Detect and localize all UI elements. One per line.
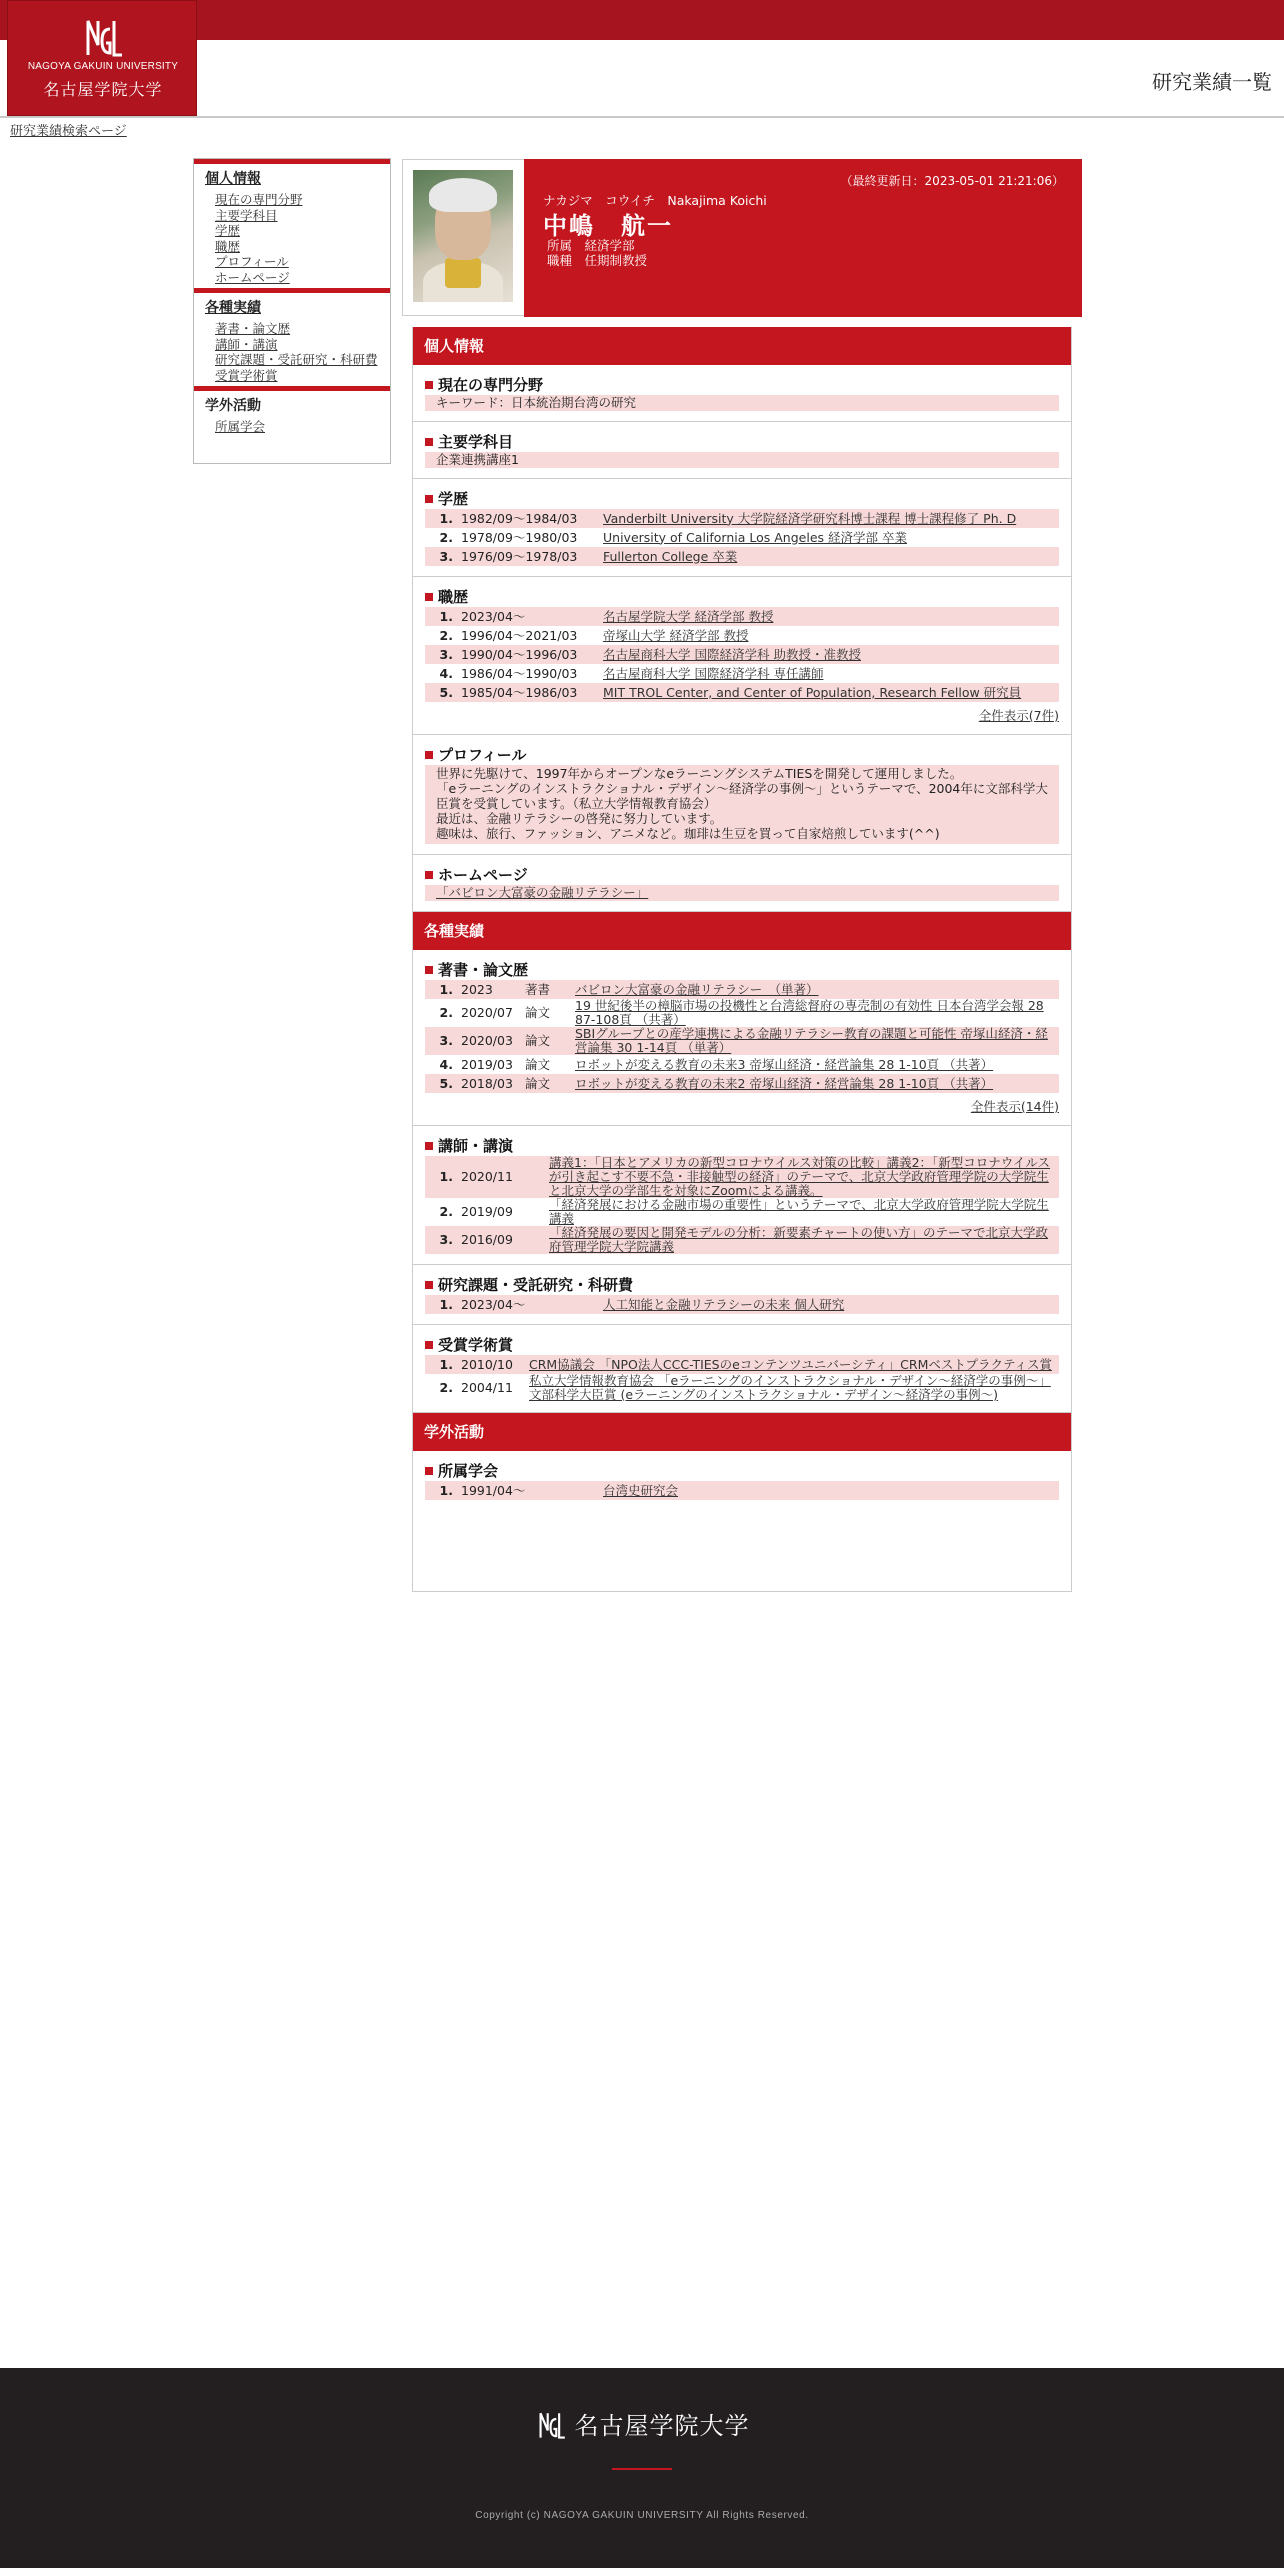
row-number: 3. [425, 547, 457, 566]
row-text-cell [525, 1355, 1059, 1374]
row-number: 2. [439, 1204, 453, 1219]
row-text-cell [599, 683, 1059, 702]
copyright: Copyright (c) NAGOYA GAKUIN UNIVERSITY All Rights Reserved. [475, 2510, 809, 2521]
research-block [413, 1265, 1071, 1325]
homepage-block [413, 855, 1071, 912]
row-link[interactable]: 台湾史研究会 [603, 1482, 679, 1498]
profile-line: 「eラーニングのインストラクショナル・デザイン～経済学の事例～」というテーマで、2004年に文部科学大臣賞を受賞しています。（私立大学情報教育協会） [436, 781, 1048, 811]
societies-table [425, 1481, 1059, 1500]
row-date: 2018/03 [457, 1074, 521, 1093]
row-text-cell [599, 607, 1059, 626]
row-number: 2. [439, 627, 453, 643]
lectures-title: 講師・講演 [425, 1136, 1059, 1156]
row-link[interactable]: 「経済発展の要因と開発モデルの分析：新要素チャートの使い方」のテーマで北京大学政府管理学院大学院講義 [549, 1225, 1049, 1254]
row-number: 3. [425, 645, 457, 664]
papers-table [425, 980, 1059, 1093]
profile-header [524, 159, 1082, 317]
row-type: 論文 [521, 1027, 571, 1055]
researcher-name: 中嶋 航一 [543, 212, 673, 240]
row-date: 2023 [457, 980, 521, 999]
row-link[interactable]: 19 世紀後半の樟脳市場の投機性と台湾総督府の専売制の有効性 日本台湾学会報 28 87-108頁 （共著） [575, 998, 1044, 1027]
row-text-cell [599, 1295, 1059, 1314]
education-title: 学歴 [425, 489, 1059, 509]
row-link[interactable]: 「経済発展における金融市場の重要性」というテーマで、北京大学政府管理学院大学院生講義 [549, 1197, 1049, 1226]
papers-show-all-link[interactable]: 全件表示(14件) [970, 1099, 1059, 1114]
row-number: 5. [425, 683, 457, 702]
table-row [425, 1055, 1059, 1074]
row-date: 1982/09～1984/03 [457, 509, 599, 528]
university-logo[interactable] [7, 0, 197, 116]
table-row [425, 607, 1059, 626]
search-page-link[interactable]: 研究業績検索ページ [10, 124, 127, 139]
homepage-link[interactable]: 「バビロン大富豪の金融リテラシー」 [436, 885, 649, 900]
row-number: 4. [439, 665, 453, 681]
row-type: 論文 [525, 1005, 551, 1020]
row-link[interactable]: 名古屋商科大学 国際経済学科 専任講師 [603, 665, 824, 681]
row-link[interactable]: 人工知能と金融リテラシーの未来 個人研究 [603, 1296, 845, 1312]
table-row [425, 1374, 1059, 1402]
row-date: 2010/10 [457, 1355, 525, 1374]
row-number: 2. [439, 1380, 453, 1395]
row-text-cell [571, 980, 1059, 999]
row-date: 1986/04～1990/03 [461, 665, 578, 681]
row-type: 論文 [525, 1056, 551, 1072]
row-number: 3. [425, 1226, 457, 1254]
row-number: 5. [425, 1074, 457, 1093]
row-text-cell [599, 509, 1059, 528]
table-row [425, 683, 1059, 702]
row-date: 2016/09 [457, 1226, 545, 1254]
row-number: 1. [425, 1355, 457, 1374]
table-row [425, 528, 1059, 547]
row-type: 著書 [521, 980, 571, 999]
row-number: 4. [439, 1056, 453, 1072]
sidebar-item[interactable]: 講師・講演 [215, 336, 278, 352]
table-row [425, 547, 1059, 566]
logo-japanese-name: 名古屋学院大学 [43, 80, 163, 99]
row-date: 2019/09 [461, 1204, 513, 1219]
row-text-cell [599, 645, 1059, 664]
specialty-title: 現在の専門分野 [425, 375, 1059, 395]
table-row [425, 1481, 1059, 1500]
row-link[interactable]: バビロン大富豪の金融リテラシー （単著） [575, 981, 819, 997]
header-divider [0, 116, 1284, 118]
section-bar-personal: 個人情報 [413, 327, 1071, 365]
profile-block [413, 735, 1071, 855]
sidebar-item[interactable]: 所属学会 [215, 419, 266, 434]
row-number: 1. [425, 509, 457, 528]
table-row [425, 999, 1059, 1027]
row-link[interactable]: University of California Los Angeles 経済学部 卒業 [603, 529, 907, 545]
sidebar-item[interactable]: 現在の専門分野 [215, 192, 303, 207]
career-table [425, 607, 1059, 702]
row-date: 1990/04～1996/03 [457, 645, 599, 664]
profile-line: 最近は、金融リテラシーの啓発に努力しています。 [436, 811, 723, 826]
row-link[interactable]: 名古屋学院大学 経済学部 教授 [603, 608, 774, 624]
row-text-cell [599, 626, 1059, 645]
row-number: 2. [439, 529, 453, 545]
sidebar-item[interactable]: 著書・論文歴 [215, 321, 291, 336]
row-date: 2020/11 [457, 1156, 545, 1198]
table-row [425, 664, 1059, 683]
row-link[interactable]: Vanderbilt University 大学院経済学研究科博士課程 博士課程修了 Ph. D [603, 510, 1017, 526]
lectures-table [425, 1156, 1059, 1254]
row-link[interactable]: CRM協議会 「NPO法人CCC-TIESのeコンテンツユニバーシティ」CRMベストプラクティス賞 [529, 1356, 1052, 1372]
row-text-cell [599, 547, 1059, 566]
row-date: 1978/09～1980/03 [461, 529, 578, 545]
profile-line: 世界に先駆けて、1997年からオープンなeラーニングシステムTIESを開発して運用しました。 [436, 766, 963, 781]
sidebar-item[interactable]: 主要学科目 [215, 207, 278, 223]
table-row [425, 1198, 1059, 1226]
last-updated: （最終更新日：2023-05-01 21:21:06） [840, 174, 1064, 188]
sidebar-heading: 学外活動 [205, 398, 261, 414]
row-text-cell [545, 1198, 1059, 1226]
awards-table [425, 1355, 1059, 1402]
row-link[interactable]: 私立大学情報教育協会 「eラーニングのインストラクショナル・デザイン～経済学の事例～」文部科学大臣賞 (eラーニングのインストラクショナル・デザイン～経済学の事例～) [529, 1373, 1051, 1402]
career-show-all-link[interactable]: 全件表示(7件) [978, 708, 1059, 723]
career-title: 職歴 [425, 587, 1059, 607]
row-link[interactable]: ロボットが変える教育の未来2 帝塚山経済・経営論集 28 1-10頁 （共著） [575, 1075, 994, 1091]
table-row [425, 1074, 1059, 1093]
affiliation: 所属 経済学部 [547, 238, 635, 253]
row-date: 2023/04～ [457, 1295, 599, 1314]
sidebar-item[interactable]: 職歴 [215, 238, 241, 254]
research-table [425, 1295, 1059, 1314]
profile-photo [413, 170, 513, 302]
row-date: 2019/03 [461, 1056, 513, 1072]
specialty-keywords: キーワード：日本統治期台湾の研究 [425, 395, 1059, 411]
table-row [425, 509, 1059, 528]
sidebar-section [194, 386, 390, 438]
section-bar-external: 学外活動 [413, 1413, 1071, 1451]
research-title: 研究課題・受託研究・科研費 [425, 1275, 1059, 1295]
ngu-logo-icon [535, 2409, 569, 2439]
profile-text [425, 765, 1059, 844]
row-text-cell [599, 664, 1059, 683]
lectures-block [413, 1126, 1071, 1265]
sidebar-section [194, 288, 390, 386]
row-text-cell [599, 528, 1059, 547]
career-block [413, 577, 1071, 735]
row-text-cell [599, 1481, 1059, 1500]
row-date: 1976/09～1978/03 [457, 547, 599, 566]
row-text-cell [571, 1027, 1059, 1055]
page-title: 研究業績一覧 [1152, 70, 1272, 94]
sidebar-heading[interactable]: 個人情報 [205, 171, 261, 187]
table-row [425, 980, 1059, 999]
row-date: 1996/04～2021/03 [461, 627, 578, 643]
table-row [425, 1027, 1059, 1055]
ngu-logo-icon [84, 15, 124, 57]
sidebar-heading[interactable]: 各種実績 [205, 300, 261, 316]
education-table [425, 509, 1059, 566]
education-block [413, 479, 1071, 577]
job-title: 職種 任期制教授 [547, 253, 648, 268]
subjects-title: 主要学科目 [425, 432, 1059, 452]
name-kana: ナカジマ コウイチ Nakajima Koichi [543, 193, 767, 208]
footer-logo-text: 名古屋学院大学 [574, 2412, 750, 2440]
footer [0, 2368, 1284, 2568]
row-link[interactable]: SBIグループとの産学連携による金融リテラシー教育の課題と可能性 帝塚山経済・経営論集 30 1-14頁 （単著） [575, 1026, 1048, 1055]
row-number: 2. [439, 1005, 453, 1020]
awards-title: 受賞学術賞 [425, 1335, 1059, 1355]
papers-title: 著書・論文歴 [425, 960, 1059, 980]
footer-divider [612, 2468, 672, 2470]
section-bar-achievements: 各種実績 [413, 912, 1071, 950]
row-link[interactable]: 講義1：「日本とアメリカの新型コロナウイルス対策の比較」講義2：「新型コロナウイルスが引き起こす不要不急・非接触型の経済」のテーマで、北京大学政府管理学院の大学院生と北京大学の学部生を対象にZoomによる講義。 [549, 1155, 1051, 1198]
row-link[interactable]: Fullerton College 卒業 [603, 548, 738, 564]
row-type: 論文 [521, 1074, 571, 1093]
table-row [425, 1355, 1059, 1374]
homepage-title: ホームページ [425, 865, 1059, 885]
sidebar-item[interactable]: 研究課題・受託研究・科研費 [215, 352, 378, 367]
sidebar-item[interactable]: 学歴 [215, 223, 241, 238]
row-link[interactable]: ロボットが変える教育の未来3 帝塚山経済・経営論集 28 1-10頁 （共著） [575, 1056, 994, 1072]
subjects-block [413, 422, 1071, 479]
row-date: 2020/07 [461, 1005, 513, 1020]
societies-block [413, 1451, 1071, 1510]
logo-english-name: NAGOYA GAKUIN UNIVERSITY [27, 61, 179, 72]
table-row [425, 626, 1059, 645]
row-number: 1. [425, 980, 457, 999]
row-link[interactable]: 名古屋商科大学 国際経済学科 助教授・准教授 [603, 646, 861, 662]
profile-line: 趣味は、旅行、ファッション、アニメなど。珈琲は生豆を買って自家焙煎しています(^^) [436, 826, 940, 841]
specialty-block [413, 365, 1071, 422]
main-content [412, 327, 1072, 1592]
sidebar-item[interactable]: 受賞学術賞 [215, 367, 278, 383]
awards-block [413, 1325, 1071, 1413]
papers-block [413, 950, 1071, 1126]
row-text-cell [545, 1156, 1059, 1198]
row-text-cell [545, 1226, 1059, 1254]
profile-card [402, 159, 1081, 316]
row-date: 1985/04～1986/03 [457, 683, 599, 702]
societies-title: 所属学会 [425, 1461, 1059, 1481]
row-number: 1. [425, 1295, 457, 1314]
row-date: 2020/03 [457, 1027, 521, 1055]
footer-logo[interactable] [0, 2406, 1284, 2441]
row-date: 1991/04～ [457, 1481, 599, 1500]
table-row [425, 645, 1059, 664]
row-link[interactable]: 帝塚山大学 経済学部 教授 [603, 627, 749, 643]
row-link[interactable]: MIT TROL Center, and Center of Population, Research Fellow 研究員 [603, 684, 1022, 700]
row-number: 3. [425, 1027, 457, 1055]
row-text-cell [525, 1374, 1059, 1402]
table-row [425, 1226, 1059, 1254]
subjects-text: 企業連携講座1 [425, 452, 1059, 468]
sidebar-nav [193, 158, 391, 464]
row-number: 1. [425, 1156, 457, 1198]
table-row [425, 1295, 1059, 1314]
row-date: 2004/11 [461, 1380, 513, 1395]
sidebar-item[interactable]: ホームページ [215, 269, 290, 285]
table-row [425, 1156, 1059, 1198]
sidebar-section [194, 159, 390, 288]
row-text-cell [571, 1055, 1059, 1074]
sidebar-item[interactable]: プロフィール [215, 254, 289, 269]
profile-title: プロフィール [425, 745, 1059, 765]
row-number: 1. [425, 607, 457, 626]
row-text-cell [571, 1074, 1059, 1093]
row-text-cell [571, 999, 1059, 1027]
row-number: 1. [425, 1481, 457, 1500]
row-date: 2023/04～ [457, 607, 599, 626]
